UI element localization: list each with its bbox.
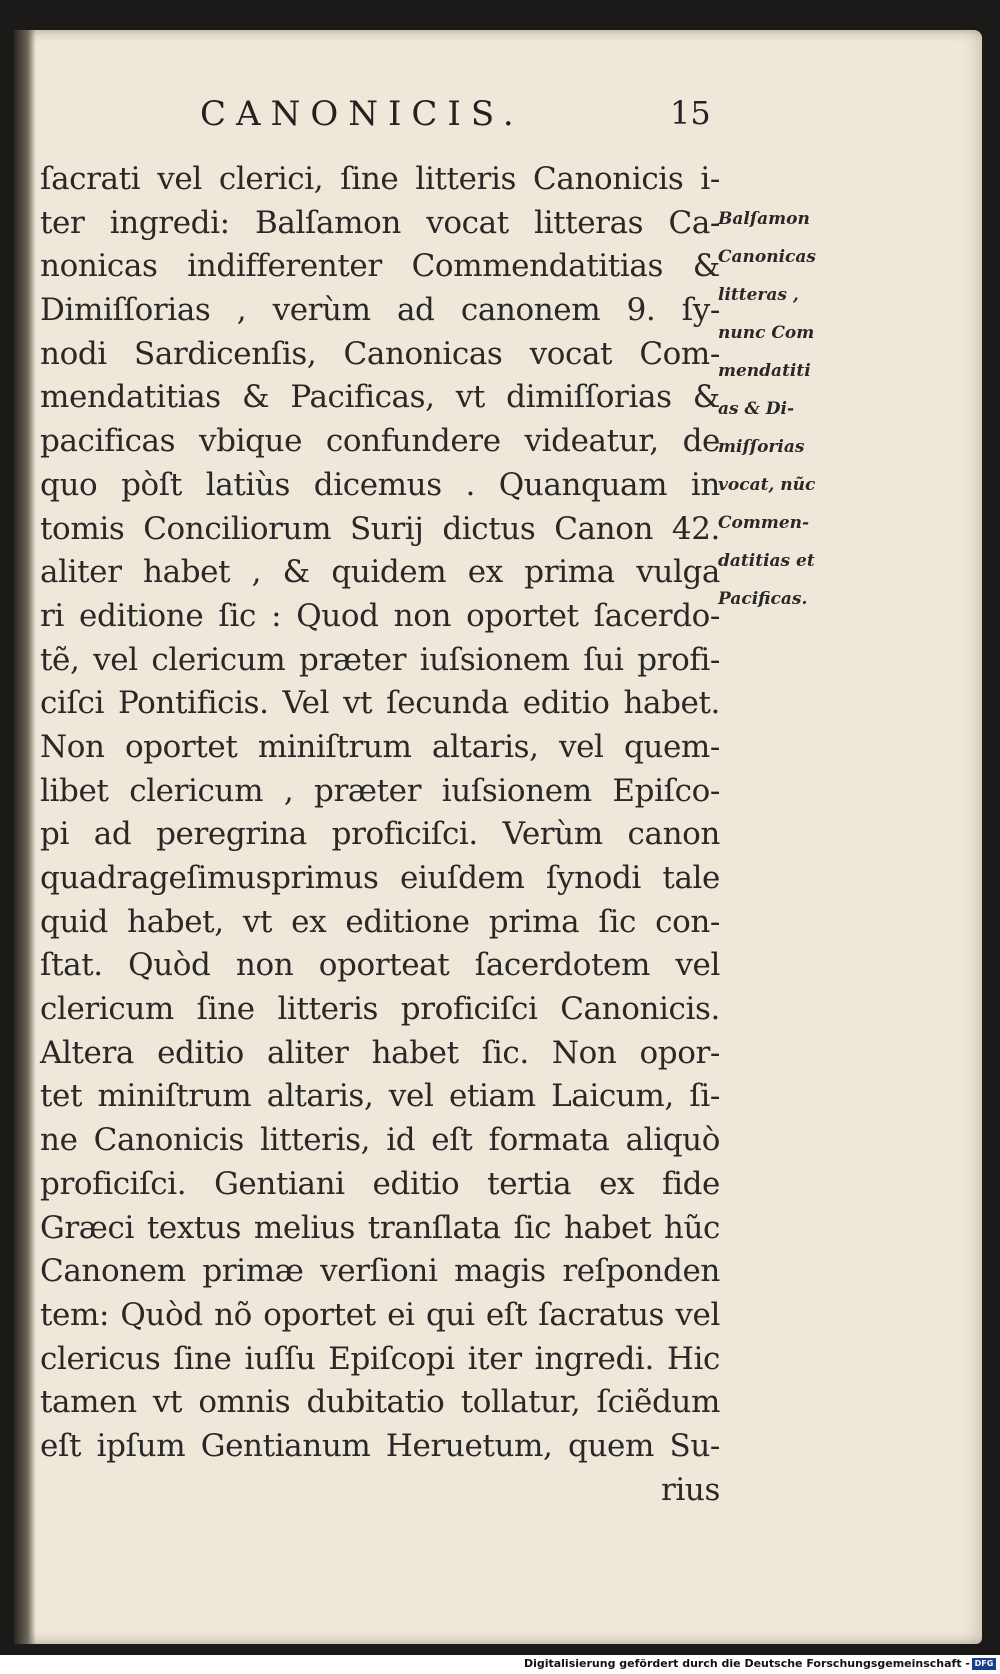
running-head: CANONICIS. <box>200 94 524 134</box>
body-text <box>40 158 720 1512</box>
text-line: mendatitias & Pacificas, vt dimiſſorias & <box>40 379 720 416</box>
text-line: nonicas indifferenter Commendatitias & <box>40 248 720 285</box>
text-line: quo pòſt latiùs dicemus . Quanquam in <box>40 466 720 503</box>
text-line: clericum ſine litteris proficiſci Canonicis. <box>40 991 720 1028</box>
text-line: eſt ipſum Gentianum Heruetum, quem Su- <box>40 1427 720 1464</box>
text-line: tet miniſtrum altaris, vel etiam Laicum, ſi- <box>40 1078 720 1115</box>
text-line: quid habet, vt ex editione prima ſic con- <box>40 903 720 940</box>
text-line: pacificas vbique confundere videatur, de <box>40 423 720 460</box>
text-line: ſacrati vel clerici, ſine litteris Canonicis i- <box>40 161 720 197</box>
marginal-note-line: Balſamon <box>718 209 810 229</box>
marginal-note-line: litteras , <box>718 285 799 305</box>
text-line: tem: Quòd nõ oportet ei qui eſt ſacratus vel <box>40 1296 720 1333</box>
marginal-note-line: miſſorias <box>718 437 805 457</box>
dfg-logo: DFG <box>972 1658 996 1670</box>
text-line: nodi Sardicenſis, Canonicas vocat Com- <box>40 335 720 372</box>
text-line: tomis Conciliorum Surij dictus Canon 42. <box>40 510 720 547</box>
marginal-note <box>718 200 848 618</box>
page-header <box>200 84 711 144</box>
text-line: quadrageſimusprimus eiuſdem ſynodi tale <box>40 860 720 896</box>
text-line: clericus ſine iuſſu Epiſcopi iter ingredi. Hic <box>40 1340 720 1377</box>
marginal-note-line: Commen- <box>718 513 810 533</box>
marginal-note-line: Canonicas <box>718 247 816 267</box>
text-line: aliter habet , & quidem ex prima vulga <box>40 554 720 591</box>
text-line: Græci textus melius tranſlata ſic habet hũc <box>40 1209 720 1246</box>
marginal-note-line: datitias et <box>718 551 815 571</box>
text-line: Dimiſſorias , verùm ad canonem 9. ſy- <box>40 292 720 329</box>
text-line: ter ingredi: Balſamon vocat litteras Ca- <box>40 204 720 241</box>
text-line: rius <box>660 1471 720 1508</box>
text-line: ciſci Pontificis. Vel vt ſecunda editio habet. <box>40 685 720 722</box>
text-line: Altera editio aliter habet ſic. Non opor- <box>40 1034 720 1071</box>
marginal-note-line: vocat, nũc <box>718 475 816 495</box>
page-gutter <box>14 30 36 1644</box>
text-line: tamen vt omnis dubitatio tollatur, ſciẽdum <box>40 1384 720 1421</box>
text-line: ri editione ſic : Quod non oportet ſacerdo- <box>40 597 720 634</box>
marginal-note-line: as & Di- <box>718 399 795 419</box>
marginal-note-line: Pacificas. <box>718 589 808 609</box>
text-line: ne Canonicis litteris, id eſt formata aliquò <box>40 1122 720 1159</box>
text-line: Canonem primæ verſioni magis reſponden <box>40 1253 720 1290</box>
text-line: libet clericum , præter iuſsionem Epiſco- <box>40 772 720 809</box>
text-line: pi ad peregrina proficiſci. Verùm canon <box>40 816 720 853</box>
marginal-note-line: nunc Com <box>718 323 815 343</box>
marginal-note-line: mendatiti <box>718 361 811 381</box>
funding-credit: Digitalisierung gefördert durch die Deutsche Forschungsgemeinschaft - <box>523 1657 970 1670</box>
text-line: proficiſci. Gentiani editio tertia ex fide <box>40 1165 720 1202</box>
text-line: Non oportet miniſtrum altaris, vel quem- <box>40 728 720 765</box>
text-line: tẽ, vel clericum præter iuſsionem ſui profi- <box>40 641 720 678</box>
text-line: ſtat. Quòd non oporteat ſacerdotem vel <box>40 947 720 984</box>
page-number: 15 <box>670 94 711 132</box>
